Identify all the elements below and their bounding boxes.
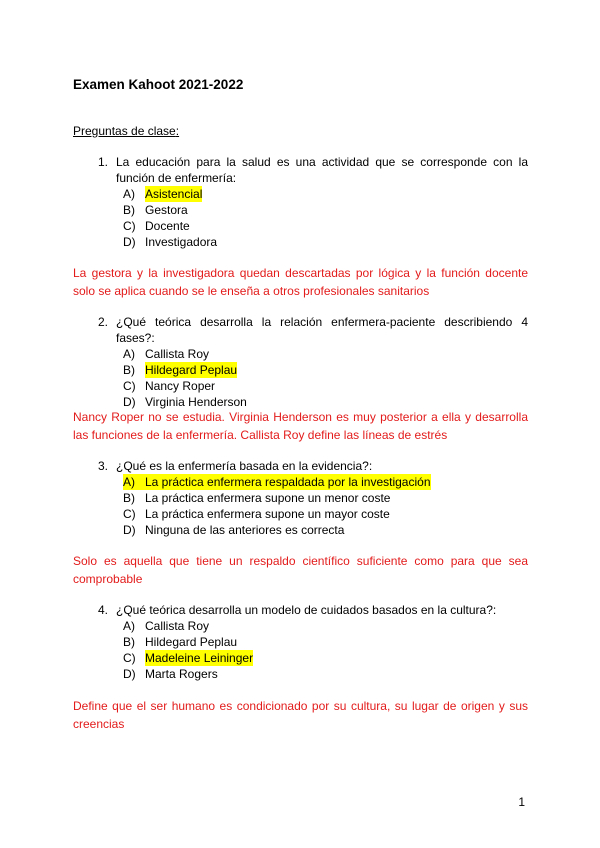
option-list: [73, 346, 528, 410]
option-letter: C): [123, 219, 136, 233]
option-letter: C): [123, 379, 136, 393]
question-number: 3.: [97, 459, 108, 473]
section-heading: [73, 124, 179, 138]
option-letter: A): [123, 474, 145, 490]
option-letter: B): [123, 203, 135, 217]
option-c: [123, 218, 528, 234]
option-b: [123, 362, 528, 378]
question-number: 4.: [97, 603, 108, 617]
option-letter: B): [123, 363, 135, 377]
question-number: 1.: [97, 155, 108, 169]
option-letter: D): [123, 235, 136, 249]
option-list: [73, 186, 528, 250]
option-list: [73, 618, 528, 682]
document-title: Examen Kahoot 2021-2022: [73, 77, 244, 92]
option-text-correct: Hildegard Peplau: [145, 363, 238, 377]
option-text: Investigadora: [145, 235, 218, 249]
question-stem: [73, 154, 528, 186]
option-text: Nancy Roper: [145, 379, 216, 393]
question-1: [73, 154, 528, 250]
question-text: ¿Qué teórica desarrolla un modelo de cuidados basados en la cultura?:: [116, 603, 497, 617]
question-stem: [73, 458, 528, 474]
option-text: La práctica enfermera supone un menor coste: [145, 491, 391, 505]
option-text: Gestora: [145, 203, 188, 217]
explanation-1: La gestora y la investigadora quedan descartadas por lógica y la función docente solo se aplica cuando se le enseña a otros profesionales sanitarios: [73, 266, 528, 298]
option-a: [123, 186, 528, 202]
option-text: Ninguna de las anteriores es correcta: [145, 523, 345, 537]
option-a: [123, 474, 528, 490]
option-text-correct: Madeleine Leininger: [145, 651, 254, 665]
option-text-correct: La práctica enfermera respaldada por la investigación: [145, 475, 431, 489]
question-number: 2.: [97, 315, 108, 329]
option-list: [73, 474, 528, 538]
option-text: Callista Roy: [145, 619, 210, 633]
option-text: Marta Rogers: [145, 667, 218, 681]
question-text: La educación para la salud es una actividad que se corresponde con la función de enfermería:: [116, 155, 528, 185]
option-a: [123, 346, 528, 362]
section-heading-colon: :: [175, 124, 180, 138]
option-text-correct: Asistencial: [145, 187, 203, 201]
page-number: 1: [518, 795, 525, 809]
option-letter: D): [123, 667, 136, 681]
question-text: ¿Qué teórica desarrolla la relación enfermera-paciente describiendo 4 fases?:: [116, 315, 528, 345]
option-text: La práctica enfermera supone un mayor coste: [145, 507, 390, 521]
option-b: [123, 202, 528, 218]
option-letter: A): [123, 619, 135, 633]
option-letter: A): [123, 347, 135, 361]
explanation-4: Define que el ser humano es condicionado por su cultura, su lugar de origen y sus creencias: [73, 699, 528, 731]
question-3: [73, 458, 528, 538]
option-letter: D): [123, 395, 136, 409]
question-2: [73, 314, 528, 410]
option-text: Callista Roy: [145, 347, 210, 361]
option-letter: C): [123, 651, 136, 665]
option-c: [123, 378, 528, 394]
option-letter: D): [123, 523, 136, 537]
option-text: Hildegard Peplau: [145, 635, 238, 649]
option-text: Virginia Henderson: [145, 395, 247, 409]
option-d: [123, 522, 528, 538]
question-stem: [73, 602, 528, 618]
option-b: [123, 490, 528, 506]
question-text: ¿Qué es la enfermería basada en la evidencia?:: [116, 459, 373, 473]
option-d: [123, 666, 528, 682]
question-4: [73, 602, 528, 682]
section-heading-text: Preguntas de clase: [73, 124, 176, 138]
option-letter: C): [123, 507, 136, 521]
option-letter: B): [123, 491, 135, 505]
question-stem: [73, 314, 528, 346]
explanation-2: Nancy Roper no se estudia. Virginia Henderson es muy posterior a ella y desarrolla las funciones de la enfermería. Callista Roy define las líneas de estrés: [73, 410, 528, 442]
explanation-3: Solo es aquella que tiene un respaldo científico suficiente como para que sea comprobable: [73, 554, 528, 586]
option-letter: B): [123, 635, 135, 649]
option-c: [123, 650, 528, 666]
option-d: [123, 234, 528, 250]
option-text: Docente: [145, 219, 190, 233]
option-letter: A): [123, 187, 135, 201]
option-c: [123, 506, 528, 522]
option-b: [123, 634, 528, 650]
option-a: [123, 618, 528, 634]
